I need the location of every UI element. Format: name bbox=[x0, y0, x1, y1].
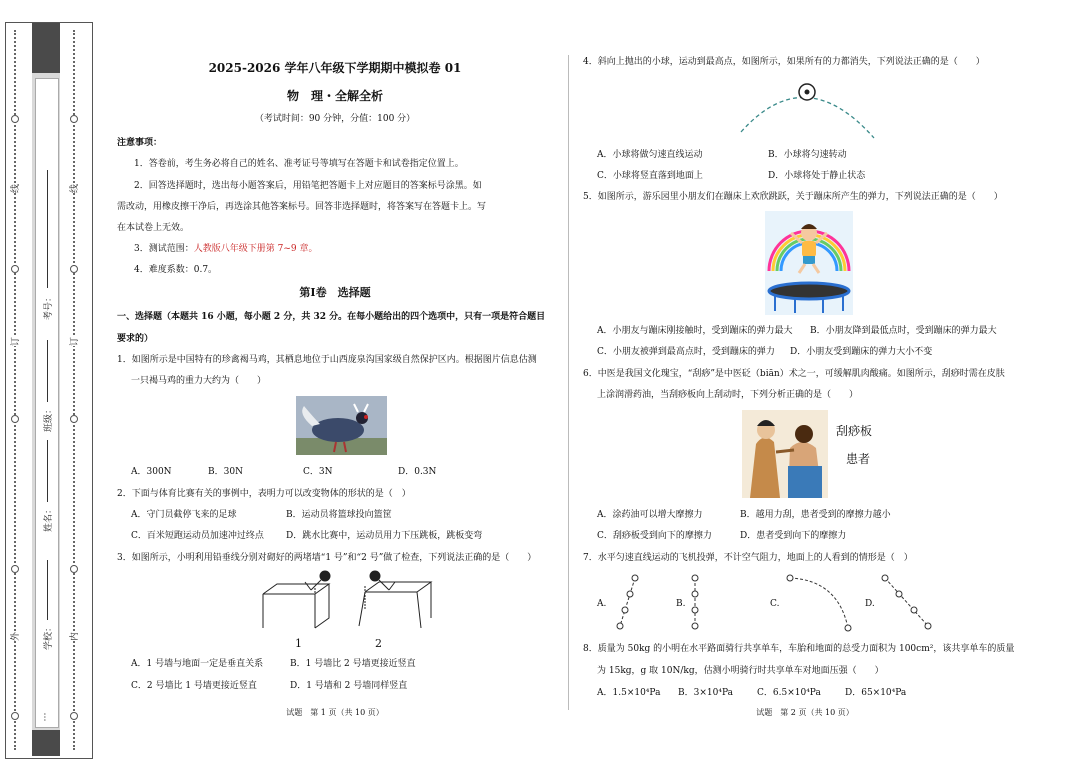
q4-option-b: B．小球将匀速转动 bbox=[768, 150, 847, 160]
notice-title: 注意事项： bbox=[117, 138, 163, 148]
q8-option-b: B．3×10⁴Pa bbox=[678, 688, 733, 698]
q6-option-a: A．涂药油可以增大摩擦力 bbox=[597, 510, 703, 520]
footer-page-2: 试题 第 2 页（共 10 页） bbox=[756, 708, 854, 717]
field-school: 学校： bbox=[44, 622, 55, 651]
q2-option-a: A．守门员截停飞来的足球 bbox=[131, 510, 237, 520]
binding-hole-circle bbox=[70, 115, 78, 123]
q3-option-a: A．1 号墙与地面一定是垂直关系 bbox=[131, 659, 264, 669]
q1-option-d: D．0.3N bbox=[398, 467, 437, 477]
inner-label-nei: 内 bbox=[67, 632, 80, 641]
q2-option-c: C．百米短跑运动员加速冲过终点 bbox=[131, 531, 264, 541]
outer-label-wai: 外 bbox=[8, 632, 21, 641]
q3-option-d: D．1 号墙和 2 号墙同样竖直 bbox=[290, 681, 408, 691]
q5-option-a: A．小朋友与蹦床刚接触时，受到蹦床的弹力最大 bbox=[597, 326, 793, 336]
field-id: 考号： bbox=[44, 292, 55, 321]
binding-hole-circle bbox=[70, 415, 78, 423]
q1-option-c: C．3N bbox=[303, 467, 333, 477]
q8-option-d: D．65×10⁴Pa bbox=[845, 688, 907, 698]
trampoline-image bbox=[765, 211, 853, 315]
binding-hole-circle bbox=[11, 265, 19, 273]
inner-label-ding: 订 bbox=[67, 337, 80, 346]
time-note: （考试时间：90 分钟，分值：100 分） bbox=[254, 114, 416, 124]
field-school-line bbox=[47, 560, 48, 620]
exam-subtitle: 物 理・全解全析 bbox=[286, 89, 383, 103]
q3-option-b: B．1 号墙比 2 号墙更接近竖直 bbox=[290, 659, 416, 669]
q7-option-d: D. bbox=[865, 599, 875, 609]
q4-text: 4．斜向上抛出的小球，运动到最高点，如图所示，如果所有的力都消失，下列说法正确的是（ ） bbox=[583, 57, 985, 67]
section-title: 第Ⅰ卷 选择题 bbox=[299, 286, 371, 299]
pheasant-image bbox=[296, 396, 387, 455]
q8-option-c: C．6.5×10⁴Pa bbox=[757, 688, 821, 698]
q1-option-a: A．300N bbox=[131, 467, 172, 477]
part1-instructions-a: 一、选择题（本题共 16 小题，每小题 2 分，共 32 分。在每小题给出的四个选项中，只有一项是符合题目 bbox=[117, 312, 546, 322]
field-name: 姓名： bbox=[44, 504, 55, 533]
q7-option-b: B. bbox=[676, 599, 686, 609]
binding-strip bbox=[0, 0, 92, 763]
q3-option-c: C．2 号墙比 1 号墙更接近竖直 bbox=[131, 681, 257, 691]
q3-label-1: 1 bbox=[295, 637, 302, 650]
q8-option-a: A．1.5×10⁴Pa bbox=[597, 688, 661, 698]
q4-option-d: D．小球将处于静止状态 bbox=[768, 171, 866, 181]
q8-text-b: 为 15kg，g 取 10N/kg，估测小明骑行时共享单车对地面压强（ ） bbox=[597, 666, 884, 676]
exam-title: 2025-2026 学年八年级下学期期中模拟卷 01 bbox=[208, 61, 462, 75]
notice-1: 1．答卷前，考生务必将自己的姓名、准考证号等填写在答题卡和试卷指定位置上。 bbox=[134, 159, 464, 169]
field-id-line bbox=[47, 170, 48, 288]
part1-instructions-b: 要求的） bbox=[117, 334, 154, 344]
q2-option-b: B．运动员将篮球投向篮筐 bbox=[286, 510, 392, 520]
field-class: 班级： bbox=[44, 404, 55, 433]
q6-text-b: 上涂润滑药油，当刮痧板向上刮动时，下列分析正确的是（ ） bbox=[597, 390, 859, 400]
binding-dark-top bbox=[32, 23, 60, 73]
plumb-line-walls-figure bbox=[255, 570, 435, 636]
q7-option-c: C. bbox=[770, 599, 780, 609]
footer-page-1: 试题 第 1 页（共 10 页） bbox=[286, 708, 384, 717]
gua-sha-image bbox=[742, 410, 828, 498]
binding-bottom-mark: … bbox=[38, 712, 49, 722]
binding-hole-circle bbox=[11, 565, 19, 573]
q6-option-b: B．越用力刮，患者受到的摩擦力越小 bbox=[740, 510, 891, 520]
field-class-line bbox=[47, 340, 48, 402]
q4-option-c: C．小球将竖直落到地面上 bbox=[597, 171, 703, 181]
notice-2a: 2．回答选择题时，选出每小题答案后，用铅笔把答题卡上对应题目的答案标号涂黑。如 bbox=[134, 181, 482, 191]
notice-3 bbox=[134, 243, 317, 255]
notice-3-prefix: 3．测试范围： bbox=[134, 244, 194, 254]
q5-option-c: C．小朋友被弹到最高点时，受到蹦床的弹力 bbox=[597, 347, 775, 357]
field-name-line bbox=[47, 440, 48, 502]
q3-text: 3．如图所示，小明利用铅垂线分别对砌好的两堵墙“1 号”和“2 号”做了检查，下列说法正确的是（ ） bbox=[117, 553, 537, 563]
binding-hole-circle bbox=[70, 265, 78, 273]
inner-label-xian: 线 bbox=[67, 184, 80, 193]
outer-label-xian: 线 bbox=[8, 184, 21, 193]
q6-label-patient: 患者 bbox=[846, 452, 871, 466]
q7-option-a: A. bbox=[597, 599, 607, 609]
binding-hole-circle bbox=[70, 565, 78, 573]
binding-hole-circle bbox=[11, 712, 19, 720]
notice-2c: 在本试卷上无效。 bbox=[117, 223, 190, 233]
q5-option-d: D．小朋友受到蹦床的弹力大小不变 bbox=[790, 347, 933, 357]
q3-label-2: 2 bbox=[375, 637, 382, 650]
binding-hole-circle bbox=[70, 712, 78, 720]
notice-2b: 需改动，用橡皮擦干净后，再选涂其他答案标号。回答非选择题时，将答案写在答题卡上。写 bbox=[117, 202, 487, 212]
notice-3-range: 人教版八年级下册第 7~9 章。 bbox=[193, 244, 318, 254]
q6-option-c: C．刮痧板受到向下的摩擦力 bbox=[597, 531, 712, 541]
q6-option-d: D．患者受到向下的摩擦力 bbox=[740, 531, 847, 541]
page-divider bbox=[568, 55, 569, 710]
binding-hole-circle bbox=[11, 415, 19, 423]
q1-option-b: B．30N bbox=[208, 467, 243, 477]
q7-text: 7．水平匀速直线运动的飞机投弹，不计空气阻力，地面上的人看到的情形是（ ） bbox=[583, 553, 913, 563]
notice-4: 4．难度系数：0.7。 bbox=[134, 265, 218, 275]
outer-label-ding: 订 bbox=[8, 337, 21, 346]
ball-trajectory-figure bbox=[735, 76, 880, 142]
inner-dotted-line bbox=[73, 30, 75, 750]
q5-option-b: B．小朋友降到最低点时，受到蹦床的弹力最大 bbox=[810, 326, 997, 336]
q2-text: 2．下面与体育比赛有关的事例中，表明力可以改变物体的形状的是（ ） bbox=[117, 489, 411, 499]
outer-dotted-line bbox=[14, 30, 16, 750]
binding-hole-circle bbox=[11, 115, 19, 123]
q6-text-a: 6．中医是我国文化瑰宝，“刮痧”是中医砭（biān）术之一，可缓解肌肉酸痛。如图所示，刮痧时需在皮肤 bbox=[583, 369, 1005, 379]
q6-label-board: 刮痧板 bbox=[836, 424, 873, 438]
q1-text-b: 一只褐马鸡的重力大约为（ ） bbox=[131, 376, 267, 386]
q8-text-a: 8．质量为 50kg 的小明在水平路面骑行共享单车，车胎和地面的总受力面积为 100cm²，该共享单车的质量 bbox=[583, 644, 1015, 654]
q1-text-a: 1．如图所示是中国特有的珍禽褐马鸡，其栖息地位于山西庞泉沟国家级自然保护区内。根据图片信息估测 bbox=[117, 355, 537, 365]
binding-dark-bottom bbox=[32, 730, 60, 756]
q5-text: 5．如图所示，游乐园里小朋友们在蹦床上欢欣跳跃，关于蹦床所产生的弹力，下列说法正确的是（ ） bbox=[583, 192, 1003, 202]
q4-option-a: A．小球将做匀速直线运动 bbox=[597, 150, 703, 160]
q2-option-d: D．跳水比赛中，运动员用力下压跳板，跳板变弯 bbox=[286, 531, 483, 541]
